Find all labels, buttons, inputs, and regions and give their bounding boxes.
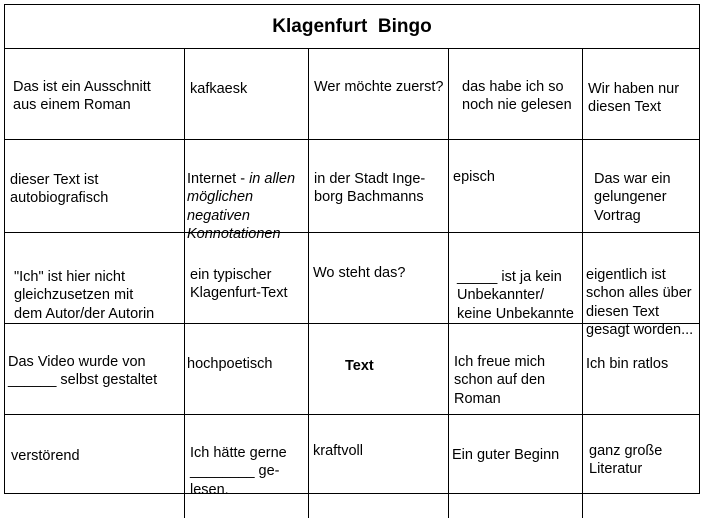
bingo-cell: [449, 140, 583, 233]
cell-text: Ich bin ratlos: [586, 355, 669, 372]
cell-text: "Ich" ist hier nicht gleichzusetzen mit dem Autor/der Autorin: [14, 268, 155, 322]
bingo-cell: [583, 49, 699, 140]
cell-text: Das Video wurde von ______ selbst gestaltet: [8, 353, 158, 388]
bingo-cell: [309, 415, 449, 518]
bingo-cell: [185, 233, 309, 324]
cell-text: Ein guter Beginn: [452, 446, 560, 463]
cell-text-italic: in allen möglichen negativen Konnotationen: [187, 170, 296, 242]
cell-text: _____ ist ja kein Unbekannter/ keine Unbekannte: [457, 268, 574, 322]
bingo-cell: [309, 233, 449, 324]
bingo-cell: [185, 415, 309, 518]
cell-text: kafkaesk: [190, 80, 248, 97]
cell-text: episch: [453, 168, 495, 185]
cell-text: in der Stadt Inge- borg Bachmanns: [314, 170, 426, 205]
bingo-board: [4, 4, 700, 498]
bingo-cell: [185, 140, 309, 242]
bingo-cell: [5, 233, 185, 324]
cell-text: ganz große Literatur: [589, 442, 663, 477]
cell-text: Internet -: [187, 170, 250, 187]
bingo-cell: [449, 49, 583, 140]
bingo-cell: [5, 49, 185, 140]
cell-text: Das war ein gelungener Vortrag: [594, 170, 671, 224]
bingo-cell: [5, 140, 185, 233]
bingo-cell: [5, 324, 185, 415]
bingo-cell: [309, 49, 449, 140]
bingo-cell: [583, 415, 699, 518]
cell-text: Wer möchte zuerst?: [314, 78, 444, 95]
bingo-cell: [309, 324, 449, 415]
cell-text: Das ist ein Ausschnitt aus einem Roman: [13, 78, 151, 113]
cell-text: ein typischer Klagenfurt-Text: [190, 266, 288, 301]
bingo-cell: [185, 324, 309, 415]
bingo-cell: [5, 415, 185, 518]
bingo-title: Klagenfurt Bingo: [5, 5, 699, 49]
bingo-cell: [449, 233, 583, 324]
cell-text: eigentlich ist schon alles über diesen Text gesagt worden...: [586, 266, 694, 338]
bingo-cell: [449, 324, 583, 415]
cell-text: hochpoetisch: [187, 355, 273, 372]
bingo-cell: [583, 233, 699, 338]
cell-text: Text: [345, 357, 374, 374]
cell-text: Wir haben nur diesen Text: [588, 80, 680, 115]
cell-text: verstörend: [11, 447, 80, 464]
cell-text: das habe ich so noch nie gelesen: [462, 78, 572, 113]
cell-text: Ich hätte gerne ________ ge- lesen.: [190, 444, 287, 498]
bingo-cell: [185, 49, 309, 140]
bingo-cell: [449, 415, 583, 518]
cell-text: Ich freue mich schon auf den Roman: [454, 353, 546, 407]
bingo-cell: [583, 140, 699, 233]
cell-text: dieser Text ist autobiografisch: [10, 171, 109, 206]
bingo-cell: [309, 140, 449, 233]
bingo-cell: [583, 324, 699, 415]
cell-text: kraftvoll: [313, 442, 363, 459]
cell-text: Wo steht das?: [313, 264, 406, 281]
bingo-grid: [5, 49, 699, 498]
